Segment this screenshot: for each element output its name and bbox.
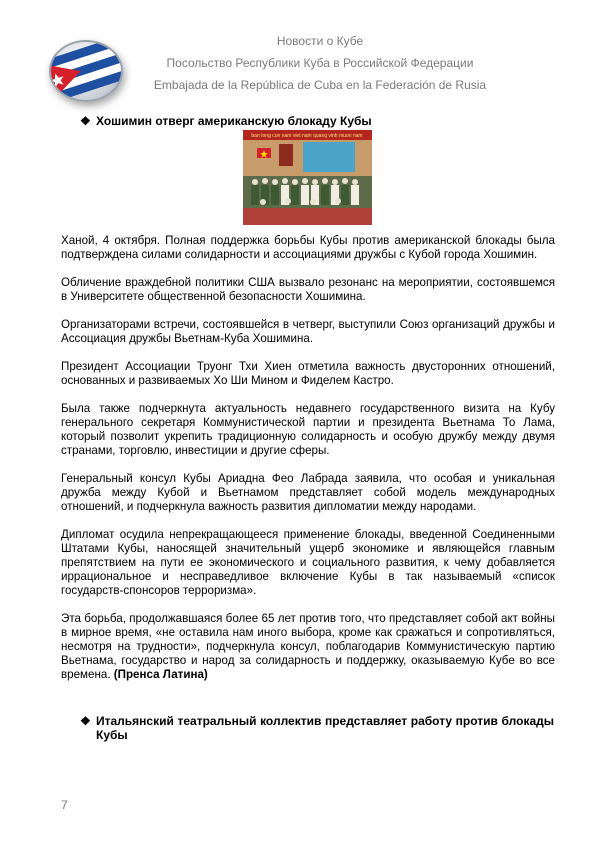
- news-source: (Пренса Латина): [113, 668, 208, 681]
- photo-banner-text: ban tong con nam viet nam quang vinh muon nam: [251, 133, 363, 139]
- cuba-flag-logo: [49, 40, 123, 102]
- paragraph: Ханой, 4 октября. Полная поддержка борьбы Кубы против американской блокады была подтверждена силами солидарности и ассоциациями дружбы с Кубой города Хошимин.: [61, 234, 555, 261]
- diamond-bullet-icon: ❖: [80, 714, 91, 728]
- article-photo: [243, 130, 372, 225]
- header-embassy-es: Embajada de la República de Cuba en la Federación de Rusia: [153, 78, 487, 92]
- paragraph: Организаторами встречи, состоявшейся в четверг, выступили Союз организаций дружбы и Ассоциация дружбы Вьетнам-Куба Хошимина.: [61, 318, 555, 345]
- paragraph: Президент Ассоциации Труонг Тхи Хиен отметила важность двусторонних отношений, основанных и развиваемых Хо Ши Мином и Фиделем Кастро.: [61, 360, 555, 387]
- header: [120, 30, 520, 96]
- article-body: [61, 234, 555, 696]
- next-article-title: [80, 714, 556, 742]
- cuba-flag-emblem-icon: [51, 42, 121, 100]
- header-embassy-ru: Посольство Республики Куба в Российской Федерации: [166, 56, 474, 70]
- paragraph-last: [61, 612, 555, 682]
- page-number: 7: [61, 798, 68, 812]
- header-title: Новости о Кубе: [276, 34, 364, 48]
- paragraph-text: Эта борьба, продолжавшаяся более 65 лет против того, что представляет собой акт войны в мирное время, «не оставила нам иного выбора, кроме как сражаться и сопротивляться, несмотря на трудности», подчеркнула консул, поблагодарив Коммунистическую партию Вьетнама, государство и народ за солидарность и поддержку, оказываемую Кубе во все времена.: [61, 612, 555, 681]
- paragraph: Дипломат осудила непрекращающееся применение блокады, введенной Соединенными Штатами Кубы, наносящей значительный ущерб экономике и являющейся главным препятствием на пути ее экономического и социального развития, к чему добавляется иррациональное и несправедливое включение Кубы в так называемый «список государств-спонсоров терроризма».: [61, 528, 555, 597]
- article-title: [80, 114, 372, 128]
- paragraph: Обличение враждебной политики США вызвало резонанс на мероприятии, состоявшемся в Университете общественной безопасности Хошимина.: [61, 276, 555, 303]
- next-article-title-text: Итальянский театральный коллектив представляет работу против блокады Кубы: [96, 714, 554, 742]
- paragraph: Генеральный консул Кубы Ариадна Фео Лабрада заявила, что особая и уникальная дружба между Кубой и Вьетнамом представляет собой модель международных отношений, и подчеркнула важность развития дипломатии между народами.: [61, 472, 555, 513]
- article-title-text: Хошимин отверг американскую блокаду Кубы: [96, 114, 372, 128]
- paragraph: Была также подчеркнута актуальность недавнего государственного визита на Кубу генерального секретаря Коммунистической партии и президента Вьетнама То Лама, который позволит укрепить традиционную солидарность и особую дружбу между двумя странами, торговлю, инвестиции и другие сферы.: [61, 402, 555, 457]
- diamond-bullet-icon: ❖: [80, 114, 91, 128]
